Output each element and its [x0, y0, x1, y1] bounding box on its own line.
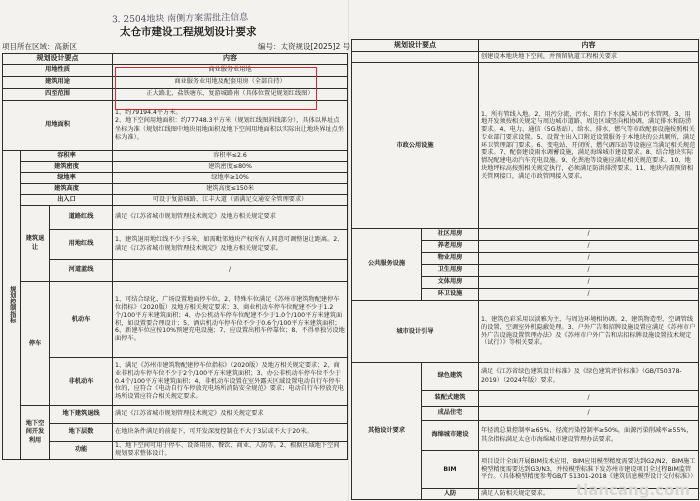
urban-value: 1、建筑色彩采用以淡雅为主，与周边环境相协调。2、建筑物造型、空调管线的设置、空调室外机隐蔽处理。3、户外广告和招牌设施设置应满足《苏州市户外广告设施设置管理办法》及《苏州市户外广告和店招标牌设施设置技术规定（试行）》等相关要求。	[479, 301, 699, 363]
p-elderly-value: /	[479, 241, 699, 253]
left-requirements-table	[2, 53, 348, 460]
civil-value: 满足人防相关规定要求。	[479, 489, 699, 500]
traffic-note: 创建设本地块地下空间，并预留轨道工程相关要求	[479, 52, 699, 63]
urban-label: 城市设计引导	[352, 301, 479, 363]
p-property-label: 物业用房	[422, 253, 479, 265]
p-env-value: /	[479, 289, 699, 301]
access-value: 可设于复游城路、江丰大道（需满足交通安全管理要求）	[113, 195, 348, 206]
height-value: 建筑高度≤150米	[113, 184, 348, 195]
green-label: 绿地率	[21, 173, 113, 184]
far-label: 容积率	[21, 151, 113, 162]
sponge-value: 年径流总量控制率≥65%，径流污染控制率≥50%，面源污染削减率≥55%，其余指标满足太仓市海绵城市建设管理办法要求。	[479, 421, 699, 451]
right-requirements-table	[351, 39, 699, 500]
p-elderly-label: 养老用房	[422, 241, 479, 253]
land-line-value: 1、建筑退用地红线不少于5米，如需毗邻地块产权所有人同意可调整退让距离。2、满足《江苏省城市规划管理技术规定》及地方相关规定要求。	[113, 230, 348, 260]
parking-label: 停车	[21, 282, 50, 406]
area-line-2: 2、地下空间用地面积：约77748.3平方米（规划红线图斜线部分），具体以界址点坐标为准（规划红线图中地块用地面积及地下空间用地面积以实际出让地块界址点坐标为准）。	[115, 117, 344, 141]
green-bldg-label: 绿色建筑	[422, 363, 479, 391]
land-use-label: 用地性质	[3, 65, 113, 77]
public-label: 公共服务设施	[352, 229, 422, 301]
finished-value: /	[479, 407, 699, 421]
right-head-item: 规划设计要点	[352, 40, 479, 52]
p-culture-label: 文体用房	[422, 277, 479, 289]
p-medical-label: 卫生用房	[422, 265, 479, 277]
sponge-label: 海绵城市建设	[422, 421, 479, 451]
access-label: 出入口	[21, 195, 113, 206]
prefab-label: 装配式建筑	[422, 391, 479, 407]
road-line-value: 满足《江苏省城市规划管理技术规定》及地方相关规定要求	[113, 206, 348, 230]
motor-value: 1、可结合绿化、广场设置地面停车位。2、特殊车位满足《苏州市建筑物配建停车位指标》（2020版）及地方相关规定要求；3、商业机动车停车位配建不少于1.2个/100平方米建筑面积；4、办公机动车停车位配建不少于1.0个/100平方米建筑面积，如设置要合理设计；5、酒店机动车停车位不少于0.6个/100平方米建筑面积；6、新建车位应按10%预建充电设施；7、应设置出租车停靠位；8、不得单独另设地面停车。	[113, 282, 348, 358]
road-line-label: 道路红线	[50, 206, 113, 230]
building-use-value: 商业服务业用地及配套用房（全部自持）	[113, 77, 348, 89]
nonmotor-label: 非机动车	[50, 358, 113, 406]
p-property-value: /	[479, 253, 699, 265]
area-value	[113, 101, 348, 151]
bim-value: 项目设计全面开展BIM技术应用，BIM应用模型精度需要达到G2/N2，BIM施工模型精度需要达到G3/N3，并按模型标准下发苏州市建设项目全过程BIM监管平台。（具体模型精度参考GB/T 51301-2018《建筑信息模型设计交付标准》）	[479, 451, 699, 489]
motor-label: 机动车	[50, 282, 113, 358]
nonmotor-value: 1、满足《苏州市建筑物配建停车位指标》（2020版）及地方相关规定要求；2、商业非机动车停车位不少于2个/100平方米建筑面积；3、办公非机动车停车位不少于0.4个/100平方米建筑面积；4、非机动车设置在室外露天区域设置电动自行车停车位的，应符合《电动自行车停放充电场所消防安全规范》要求；电动自行车停放充电场所设置应符合相关规定要求。	[113, 358, 348, 406]
density-value: 建筑密度≤80%	[113, 162, 348, 173]
document-title: 太仓市建设工程规划设计要求	[120, 26, 257, 38]
ug-func-value: 1、地下空间可用于停车、设备用房、餐饮、商业、人防等。2、根据区域地下空间规划要求整体设计。	[113, 442, 348, 460]
ug-floors-label: 地下层数	[50, 424, 113, 442]
river-value: /	[113, 260, 348, 282]
left-head-content: 内容	[113, 54, 348, 65]
right-head-content: 内容	[479, 40, 699, 52]
density-label: 建筑密度	[21, 162, 113, 173]
p-env-label: 环卫设施	[422, 289, 479, 301]
p-culture-value: /	[479, 277, 699, 289]
river-label: 河道蓝线	[50, 260, 113, 282]
watermark: tiancang.com	[575, 481, 690, 499]
ug-line-value: 满足《江苏省城市规划管理技术规定》及相关规定要求	[113, 406, 348, 424]
muni-label: 市政公用设施	[352, 63, 479, 229]
document-number: 编号：太资规设[2025]2 号	[258, 42, 351, 51]
bim-label: BIM	[422, 451, 479, 489]
page-fold	[348, 0, 349, 501]
civil-label: 人防	[422, 489, 479, 500]
far-value: 容积率≤2.6	[113, 151, 348, 162]
traffic-blank	[352, 52, 479, 63]
handwritten-note: 3. 2504地块 南侧方案需批注信息	[111, 12, 249, 26]
land-line-label: 用地红线	[50, 230, 113, 260]
green-bldg-value: 满足《江苏省绿色建筑设计标准》及《绿色建筑评价标准》（GB/T50378-2019）（2024年版）要求。	[479, 363, 699, 391]
p-community-label: 社区用房	[422, 229, 479, 241]
ug-floors-value: 在地块条件满足的前提下，可开发深度控制在不大于3层或不大于20米。	[113, 424, 348, 442]
control-group-label: 规划控制指标	[3, 151, 21, 460]
area-label: 用地面积	[3, 101, 113, 151]
ug-func-label: 功能	[50, 442, 113, 460]
p-medical-value: /	[479, 265, 699, 277]
p-community-value: /	[479, 229, 699, 241]
underground-label: 地下空间开发利用	[21, 406, 50, 460]
prefab-value: /	[479, 391, 699, 407]
boundary-value: 正大路北、盐铁塘东、复游城路南（具体位置见规划红线图）	[113, 89, 348, 101]
project-location: 项目所在区域：高新区	[2, 42, 77, 51]
height-label: 建筑高度	[21, 184, 113, 195]
finished-label: 成品住宅	[422, 407, 479, 421]
building-use-label: 建筑用途	[3, 77, 113, 89]
setback-group-label: 建筑退让	[21, 206, 50, 282]
muni-value: 1、所有管线入地。2、用污分流，污水、阳台下水接入城市污水管网。3、用地开发须按相关规定与周边城市道路、周边区域竖向相协调，满足排水和防涝要求。4、电力、通信（5G基站）、给水、排水、燃气等市政配套设施按照相关专业部门要求设置。5、设置主出入口附近设置服务于本地块的公共厕所，满足环卫管理部门要求。6、变电站、开闭所、燃气调压站等设施应当满足相关规范要求。7、配套建设雨水调蓄设施，满足海绵城市建设要求。8、结合地块实际情况配建电动汽车充电设施。9、化粪池等设施应满足相关规范要求。10、地块地坪标高按照相关规定执行，必须满足防洪排涝要求。11、地块内需预留相关管网接口，满足市政管网接入要求。	[479, 63, 699, 229]
other-label: 其他设计要求	[352, 363, 422, 500]
area-line-1: 1、约79194.4平方米。	[115, 108, 182, 116]
ug-line-label: 地下建筑退线	[50, 406, 113, 424]
green-value: 绿地率≥10%	[113, 173, 348, 184]
left-head-item: 规划设计要点	[3, 54, 113, 65]
land-use-value: 商业服务业用地	[113, 65, 348, 77]
boundary-label: 四至范围	[3, 89, 113, 101]
